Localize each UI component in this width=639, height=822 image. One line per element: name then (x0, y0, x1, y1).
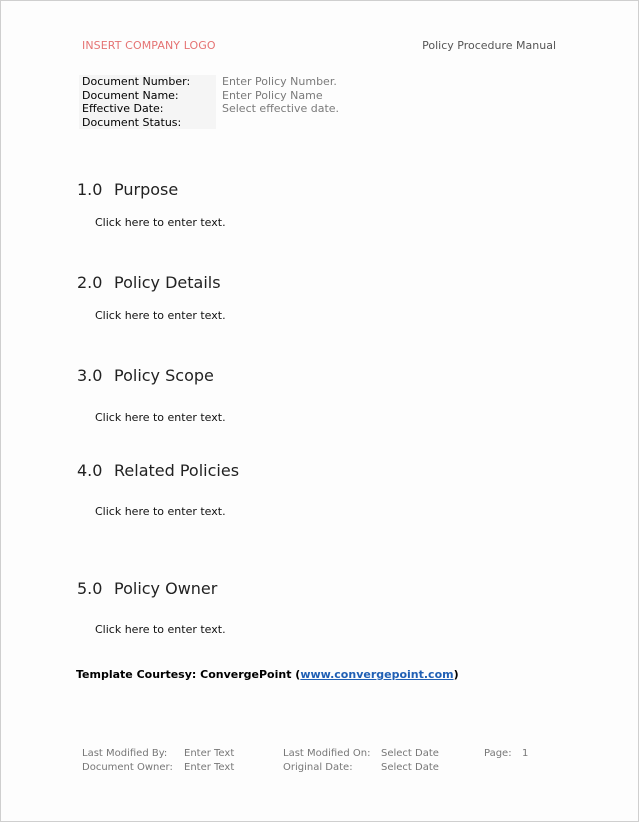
section-body-policy-details[interactable]: Click here to enter text. (95, 309, 226, 322)
last-modified-on-field[interactable]: Select Date (381, 748, 439, 759)
document-status-field[interactable] (216, 116, 222, 130)
last-modified-by-field[interactable]: Enter Text (184, 748, 235, 759)
section-heading-policy-scope (77, 366, 214, 385)
courtesy-prefix: Template Courtesy: ConvergePoint ( (76, 668, 301, 681)
document-name-field[interactable]: Enter Policy Name (222, 88, 323, 102)
section-heading-policy-owner (77, 579, 217, 598)
meta-row-effective-date (79, 102, 339, 116)
courtesy-suffix: ) (453, 668, 459, 681)
section-number: 1.0 (77, 180, 103, 199)
meta-row-document-number (79, 75, 339, 89)
document-number-field[interactable]: Enter Policy Number. (222, 75, 337, 88)
section-number: 3.0 (77, 366, 103, 385)
footer-label: Page: (484, 748, 512, 759)
footer-label: Document Owner: (82, 762, 173, 773)
effective-date-field[interactable]: Select effective date. (222, 102, 340, 115)
document-owner-field[interactable]: Enter Text (184, 762, 235, 773)
meta-row-document-status (79, 116, 339, 130)
meta-label: Document Number: (79, 75, 216, 89)
template-courtesy (76, 668, 459, 681)
manual-title: Policy Procedure Manual (422, 39, 556, 52)
section-heading-purpose (77, 180, 178, 199)
section-number: 5.0 (77, 579, 103, 598)
section-title: Related Policies (114, 461, 240, 480)
section-title: Purpose (114, 180, 179, 199)
section-number: 2.0 (77, 273, 103, 292)
meta-label: Effective Date: (79, 102, 216, 116)
section-number: 4.0 (77, 461, 103, 480)
document-meta-table (79, 75, 339, 129)
original-date-field[interactable]: Select Date (381, 762, 439, 773)
section-body-related-policies[interactable]: Click here to enter text. (95, 505, 226, 518)
meta-label: Document Status: (79, 116, 216, 130)
footer-label: Last Modified On: (283, 748, 371, 759)
section-title: Policy Details (114, 273, 221, 292)
convergepoint-link[interactable]: www.convergepoint.com (300, 668, 454, 681)
section-body-policy-owner[interactable]: Click here to enter text. (95, 623, 226, 636)
footer-label: Original Date: (283, 762, 353, 773)
section-heading-policy-details (77, 273, 221, 292)
page-number: 1 (522, 748, 529, 759)
section-body-policy-scope[interactable]: Click here to enter text. (95, 411, 226, 424)
section-body-purpose[interactable]: Click here to enter text. (95, 216, 226, 229)
section-title: Policy Scope (114, 366, 214, 385)
section-heading-related-policies (77, 461, 239, 480)
company-logo-placeholder[interactable]: INSERT COMPANY LOGO (82, 39, 216, 52)
footer-label: Last Modified By: (82, 748, 168, 759)
meta-label: Document Name: (79, 89, 216, 103)
meta-row-document-name (79, 89, 339, 103)
section-title: Policy Owner (114, 579, 218, 598)
